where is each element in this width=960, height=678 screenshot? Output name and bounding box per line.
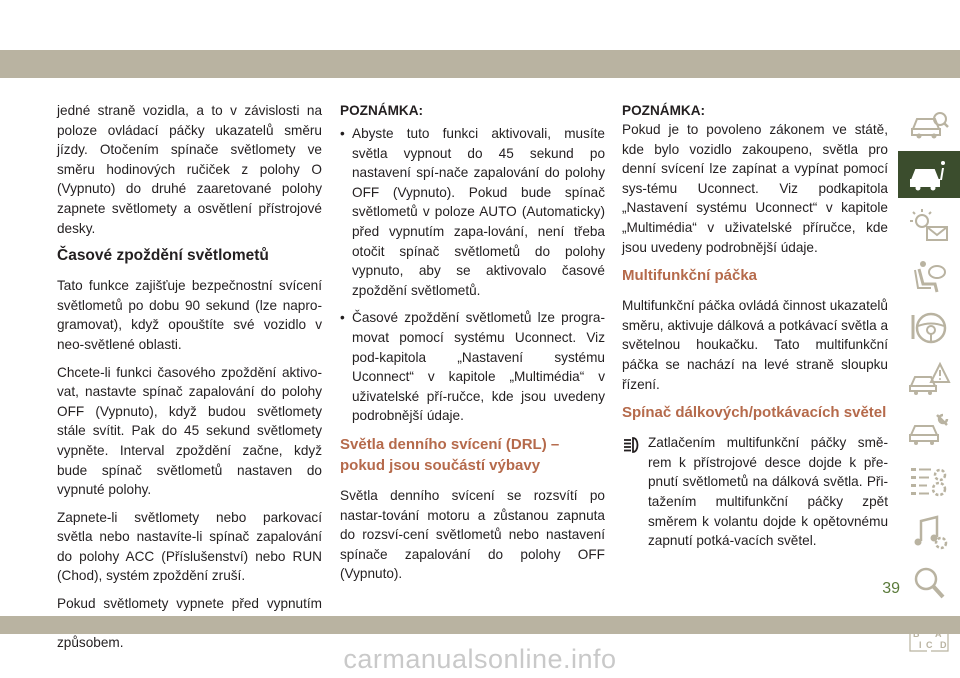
column-3 <box>622 101 888 551</box>
list-gears-icon <box>907 462 951 500</box>
page-number: 39 <box>882 580 900 597</box>
column-1 <box>57 101 322 661</box>
footer-bar <box>0 616 960 634</box>
bullet-icon: • <box>340 310 345 326</box>
car-service-icon <box>907 411 951 449</box>
tab-driving[interactable] <box>898 304 960 351</box>
column-2 <box>340 101 605 592</box>
tab-lights-messages[interactable] <box>898 202 960 249</box>
svg-text:C: C <box>926 639 933 650</box>
high-beam-icon <box>622 435 642 455</box>
tab-car-inspection[interactable] <box>898 100 960 147</box>
chapter-tabs <box>898 100 960 661</box>
note-title: POZNÁMKA: <box>622 103 706 118</box>
section-heading-beam-switch: Spínač dálkových/potkávacích světel <box>622 404 887 422</box>
paragraph: Světla denního svícení se rozsvítí po nastar-tování motoru a zůstanou zapnuta do rozsví-cení světlometů nebo nastavení spínače zapalování do polohy OFF (Vypnuto). <box>340 487 605 582</box>
note-paragraph: Pokud je to povoleno zákonem ve státě, kde bylo vozidlo zakoupeno, světla pro denní svícení lze zapínat a vypínat pomocí sys-tému Uconnect. Viz podkapitola „Nastavení systému Uconnect“ v kapitole „Multimédia“ v uživatelské příručce, kde jsou uvedeny podrobnější údaje. <box>622 122 888 255</box>
header-bar <box>0 50 960 78</box>
magnifier-icon <box>907 564 951 602</box>
beam-paragraph-row <box>622 433 888 551</box>
list-item: • Časové zpoždění světlometů lze progra-movat pomocí systému Uconnect. Viz pod-kapitola „Nastavení systému Uconnect“ v kapitole „Multimédia“ v uživatelské pří-ručce, kde jsou uvedeny podrobnější údaje. <box>340 308 605 426</box>
tab-car-info[interactable] <box>898 151 960 198</box>
tab-specifications[interactable] <box>898 457 960 504</box>
tab-emergency[interactable] <box>898 355 960 402</box>
car-info-icon <box>907 156 951 194</box>
paragraph: Zapnete-li světlomety nebo parkovací světla nebo nastavíte-li spínač zapalování do polohy ACC (Příslušenství) nebo RUN (Chod), systém zpoždění zruší. <box>57 509 322 584</box>
tab-search[interactable] <box>898 559 960 606</box>
paragraph: Tato funkce zajišťuje bezpečnostní svícení světlometů po dobu 90 sekund (lze napro-gramovat), když opouštíte své vozidlo v neo-světlené oblasti. <box>57 278 322 352</box>
note-title: POZNÁMKA: <box>340 103 424 118</box>
seat-airbag-icon <box>907 258 951 296</box>
section-heading-multifunction-lever: Multifunkční páčka <box>622 267 758 285</box>
music-gear-icon <box>907 513 951 551</box>
bullet-icon: • <box>340 126 345 141</box>
tab-service[interactable] <box>898 406 960 453</box>
paragraph: Zatlačením multifunkční páčky smě-rem k přístrojové desce dojde k pře-pnutí světlometů na dálková světla. Při-tažením multifunkční páčky zpět směrem k volantu dojde k opětovnému zapnutí potká-vacích světel. <box>648 435 888 549</box>
paragraph: Chcete-li funkci časového zpoždění aktivo-vat, nastavte spínač zapalování do polohy OFF (Vypnuto), když budou světlomety stále svítit. Pak do 45 sekund světlomety vypněte. Interval zpoždění začne, když bude spínač světlometů nastaven do vypnuté polohy. <box>57 364 322 498</box>
car-magnifier-icon <box>907 105 951 143</box>
light-envelope-icon <box>907 207 951 245</box>
list-item: • Abyste tuto funkci aktivovali, musíte světla vypnout do 45 sekund po nastavení spí-nače zapalování do polohy OFF (Vypnuto). Pokud bude spínač světlometů v poloze AUTO (Automaticky) před vypnutím zapa-lování, není třeba otočit spínač světlometů do polohy vypnuto, aby se aktivovalo časové zpoždění světlometů. <box>340 124 605 300</box>
svg-text:I: I <box>919 639 922 650</box>
steering-wheel-icon <box>907 309 951 347</box>
section-heading-headlight-delay: Časové zpoždění světlometů <box>57 247 269 265</box>
intro-paragraph: jedné straně vozidla, a to v závislosti na poloze ovládací páčky ukazatelů směru jízdy. Otočením spínače světlomety ve směru hodinových ručiček z polohy O (Vypnuto) do druhé zaaretované polohy zapnete světlomety a osvětlení přístrojové desky. <box>57 103 322 236</box>
paragraph: Pokud světlomety vypnete před vypnutím způsobem. <box>57 596 322 651</box>
paragraph: Multifunkční páčka ovládá činnost ukazatelů směru, aktivuje dálková a potkávací světla a světelnou houkačku. Tato multifunkční páčka se nachází na levé straně sloupku řízení. <box>622 298 888 392</box>
section-heading-drl: Světla denního svícení (DRL) – pokud jsou součástí výbavy <box>340 435 560 474</box>
tab-multimedia[interactable] <box>898 508 960 555</box>
tab-safety[interactable] <box>898 253 960 300</box>
car-warning-icon <box>907 360 951 398</box>
watermark: carmanualsonline.info <box>343 644 617 674</box>
svg-text:D: D <box>940 639 947 650</box>
